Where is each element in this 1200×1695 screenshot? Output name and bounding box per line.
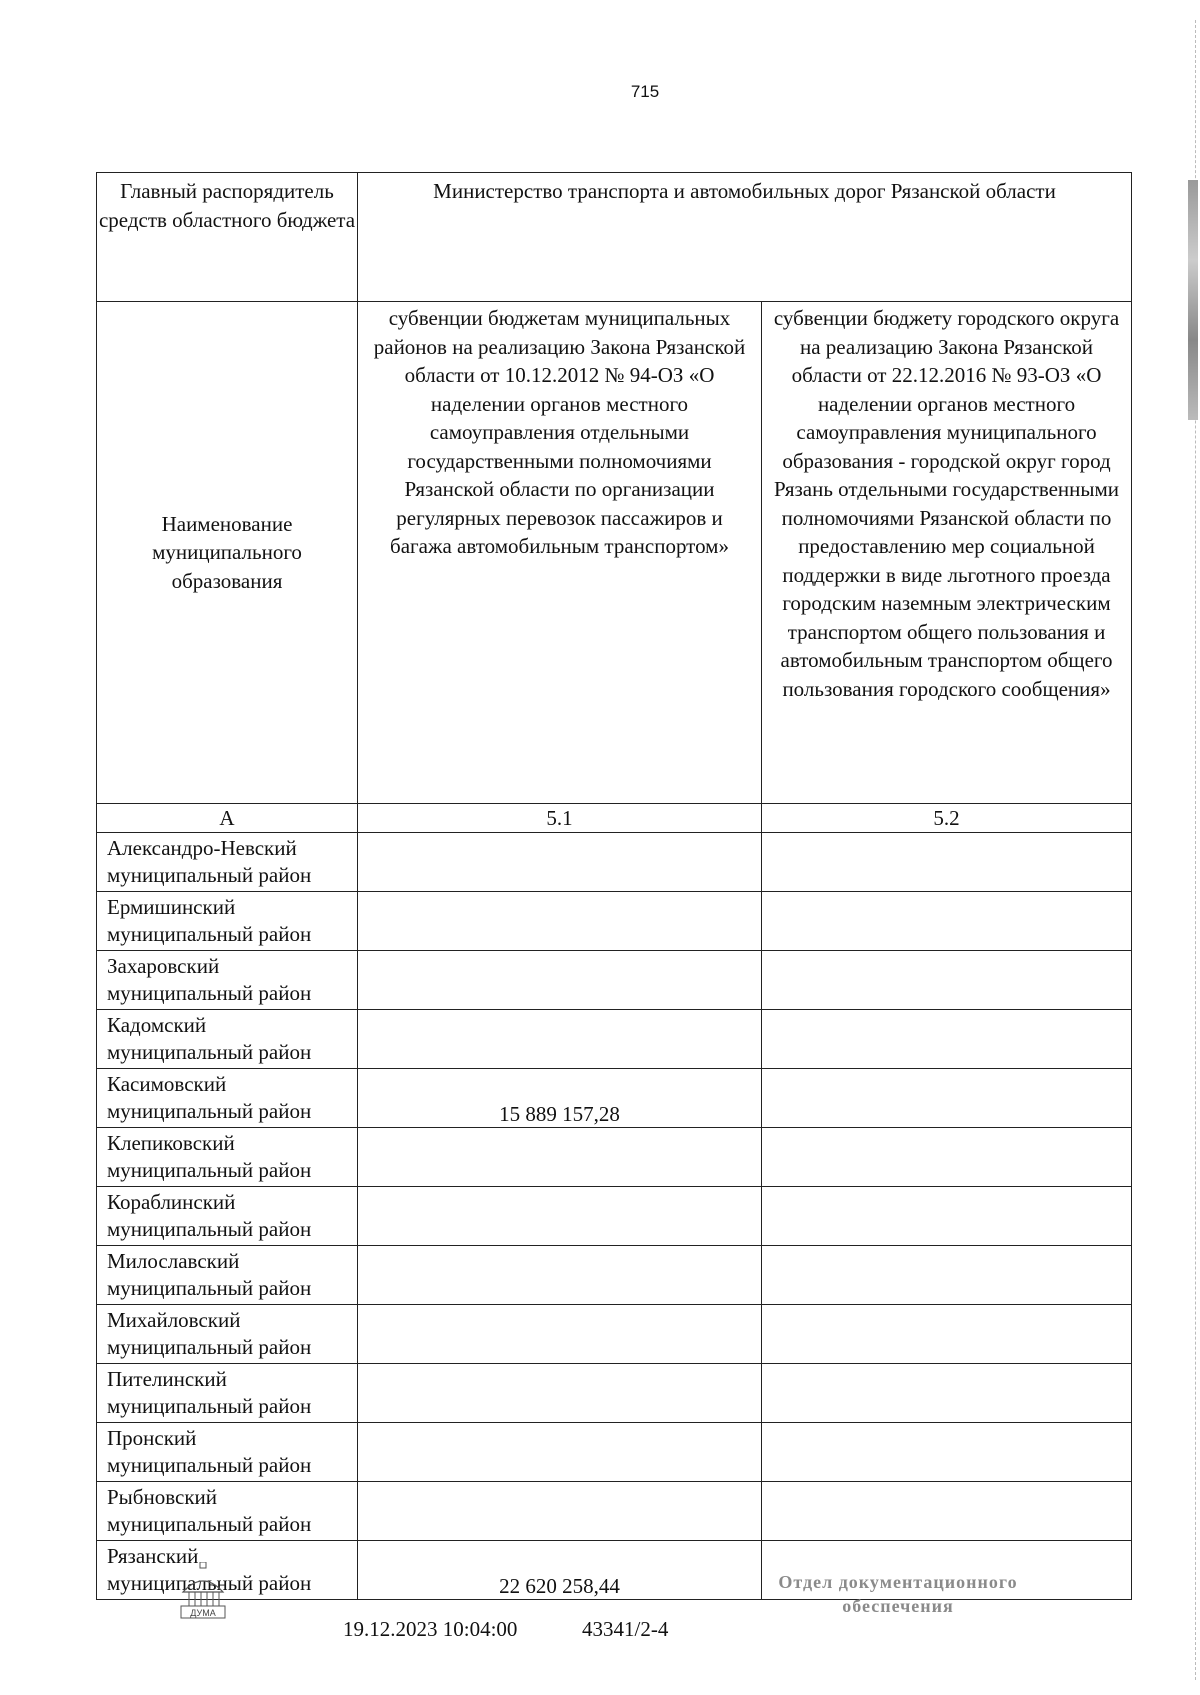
district-name-line-1: Милославский	[107, 1249, 240, 1273]
district-name-line-2: муниципальный район	[107, 863, 312, 887]
column-number-row	[97, 804, 1132, 833]
header-row-owner	[97, 173, 1132, 302]
district-name-line-2: муниципальный район	[107, 1335, 312, 1359]
district-name-line-1: Клепиковский	[107, 1131, 235, 1155]
district-name-line-2: муниципальный район	[107, 1217, 312, 1241]
duma-logo	[175, 1562, 231, 1622]
district-name-line-1: Александро-Невский	[107, 836, 297, 860]
value-5-2	[762, 1364, 1132, 1423]
value-5-2	[762, 833, 1132, 892]
value-5-1	[358, 1364, 762, 1423]
district-name-line-1: Кадомский	[107, 1013, 207, 1037]
owner-value: Министерство транспорта и автомобильных дорог Рязанской области	[358, 173, 1132, 302]
value-5-1	[358, 1246, 762, 1305]
table-row	[97, 1364, 1132, 1423]
value-5-2	[762, 1305, 1132, 1364]
value-5-1: 15 889 157,28	[358, 1069, 762, 1128]
district-name-line-1: Кораблинский	[107, 1190, 236, 1214]
district-name-line-1: Касимовский	[107, 1072, 227, 1096]
district-name-line-1: Рязанский	[107, 1544, 199, 1568]
column-number-a: А	[97, 804, 358, 833]
table-row	[97, 1128, 1132, 1187]
district-name-line-1: Пронский	[107, 1426, 197, 1450]
value-5-2	[762, 1128, 1132, 1187]
table-row	[97, 892, 1132, 951]
district-name	[97, 1010, 358, 1069]
table-row	[97, 1305, 1132, 1364]
value-5-2	[762, 1187, 1132, 1246]
column-number-5-2: 5.2	[762, 804, 1132, 833]
logo-text: ДУМА	[190, 1608, 216, 1618]
district-name	[97, 1364, 358, 1423]
value-5-2	[762, 951, 1132, 1010]
value-5-1	[358, 1482, 762, 1541]
municipality-name-header: Наименование муниципального образования	[97, 302, 358, 804]
value-5-1	[358, 1305, 762, 1364]
district-name-line-2: муниципальный район	[107, 1158, 312, 1182]
district-name	[97, 833, 358, 892]
district-name-line-1: Рыбновский	[107, 1485, 218, 1509]
column-number-5-1: 5.1	[358, 804, 762, 833]
district-name-line-2: муниципальный район	[107, 1453, 312, 1477]
value-5-2	[762, 1010, 1132, 1069]
value-5-2	[762, 1069, 1132, 1128]
value-5-2	[762, 1423, 1132, 1482]
value-5-1	[358, 1010, 762, 1069]
district-name-line-2: муниципальный район	[107, 1276, 312, 1300]
district-name-line-2: муниципальный район	[107, 1040, 312, 1064]
table-row	[97, 1010, 1132, 1069]
district-name	[97, 1246, 358, 1305]
column-5-2-header: субвенции бюджету городского округа на реализацию Закона Рязанской области от 22.12.2016 № 93-ОЗ «О наделении органов местного самоуправления муниципального образования - городской округ город Рязань отдельными государственными полномочиями Рязанской области по предоставлению мер социальной поддержки в виде льготного проезда городским наземным электрическим транспортом общего пользования и автомобильным транспортом общего пользования городского сообщения»	[762, 302, 1132, 804]
table-row	[97, 1069, 1132, 1128]
district-name-line-2: муниципальный район	[107, 1571, 312, 1595]
value-5-1	[358, 892, 762, 951]
scan-mark-artifact	[1188, 180, 1198, 420]
district-name-line-2: муниципальный район	[107, 1512, 312, 1536]
district-name-line-1: Захаровский	[107, 954, 220, 978]
district-name	[97, 951, 358, 1010]
value-5-1: 22 620 258,44	[358, 1541, 762, 1600]
district-name	[97, 1187, 358, 1246]
district-name-line-1: Ермишинский	[107, 895, 236, 919]
district-name	[97, 1482, 358, 1541]
header-row-columns	[97, 302, 1132, 804]
department-stamp	[748, 1570, 1048, 1618]
value-5-2	[762, 1246, 1132, 1305]
table-row	[97, 1246, 1132, 1305]
stamp-line-1: Отдел документационного	[778, 1572, 1018, 1592]
district-name	[97, 1128, 358, 1187]
district-name-line-2: муниципальный район	[107, 1099, 312, 1123]
column-5-1-header: субвенции бюджетам муниципальных районов на реализацию Закона Рязанской области от 10.12.2012 № 94-ОЗ «О наделении органов местного самоуправления отдельными государственными полномочиями Рязанской области по организации регулярных перевозок пассажиров и багажа автомобильным транспортом»	[358, 302, 762, 804]
district-name-line-2: муниципальный район	[107, 1394, 312, 1418]
table-row	[97, 833, 1132, 892]
value-5-2	[762, 1482, 1132, 1541]
value-5-1	[358, 1187, 762, 1246]
value-5-1	[358, 833, 762, 892]
value-5-1	[358, 1423, 762, 1482]
value-5-1	[358, 1128, 762, 1187]
owner-label: Главный распорядитель средств областного бюджета	[97, 173, 358, 302]
district-name	[97, 1423, 358, 1482]
district-name-line-2: муниципальный район	[107, 922, 312, 946]
table-row	[97, 1187, 1132, 1246]
budget-table	[96, 172, 1132, 1600]
district-name-line-1: Михайловский	[107, 1308, 241, 1332]
stamp-line-2: обеспечения	[842, 1596, 954, 1616]
district-name	[97, 892, 358, 951]
footer-datetime: 19.12.2023 10:04:00	[343, 1617, 518, 1641]
table-row	[97, 1423, 1132, 1482]
footer-doc-number: 43341/2-4	[582, 1617, 669, 1641]
value-5-1	[358, 951, 762, 1010]
district-name-line-2: муниципальный район	[107, 981, 312, 1005]
table-row	[97, 951, 1132, 1010]
district-name-line-1: Пителинский	[107, 1367, 227, 1391]
district-name	[97, 1069, 358, 1128]
value-5-2	[762, 892, 1132, 951]
table-row	[97, 1482, 1132, 1541]
district-name	[97, 1305, 358, 1364]
page-number: 715	[630, 82, 660, 101]
